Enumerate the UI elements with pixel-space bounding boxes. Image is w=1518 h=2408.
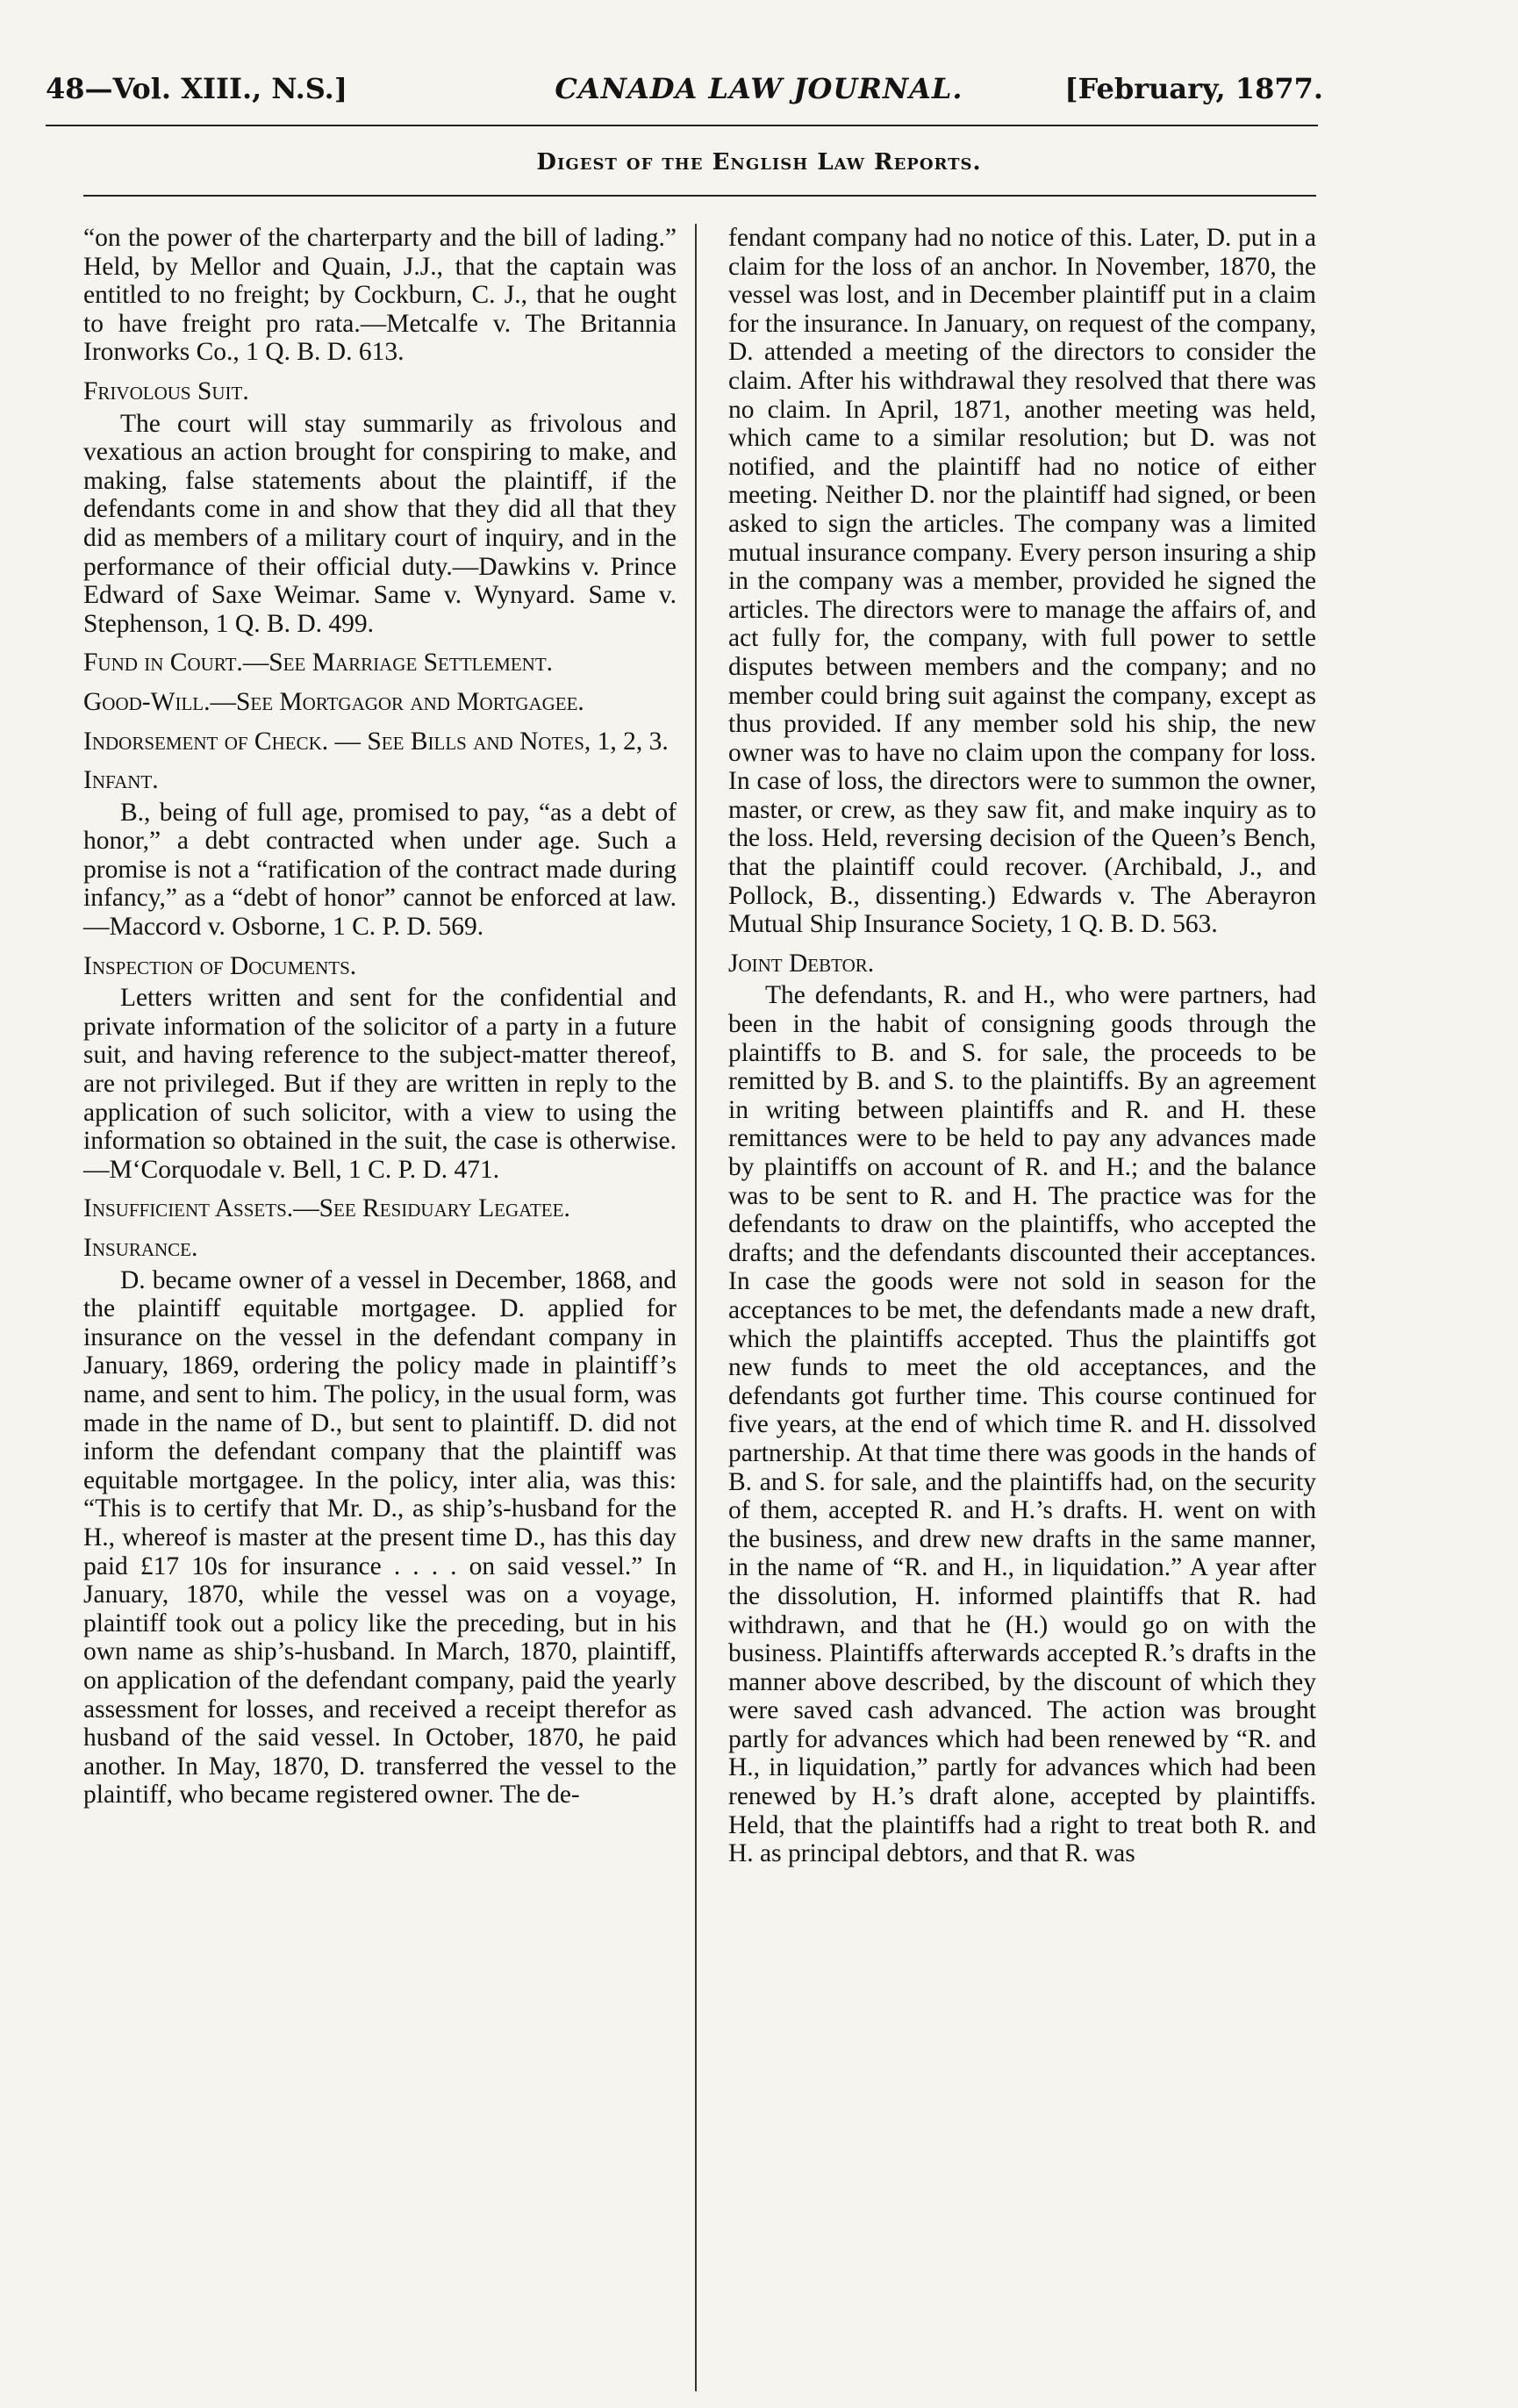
right-column [728,224,1316,1877]
column-divider [695,224,697,2391]
digest-paragraph: D. became owner of a vessel in December, 1868, and the plaintiff equitable mortgagee. D. applied for insurance on the vessel in the defendant company in January, 1869, ordering the policy made in plaintiff’s name, and sent to him. The policy, in the usual form, was made in the name of D., but sent to plaintiff. D. did not inform the defendant company that the plaintiff was equitable mortgagee. In the policy, inter alia, was this: “This is to certify that Mr. D., as ship’s-husband for the H., whereof is master at the present time D., has this day paid £17 10s for insurance . . . . on said vessel.” In January, 1870, while the vessel was on a voyage, plaintiff took out a policy like the preceding, but in his own name as ship’s-husband. In March, 1870, plaintiff, on application of the defendant company, paid the yearly assessment for losses, and received a receipt therefor as husband of the said vessel. In October, 1870, he paid another. In May, 1870, D. transferred the vessel to the plaintiff, who became registered owner. The de- [83,1265,677,1810]
digest-heading: Frivolous Suit. [83,376,249,405]
running-head-volume: 48—Vol. XIII., N.S.] [46,72,347,105]
digest-paragraph: B., being of full age, promised to pay, “as a debt of honor,” a debt contracted when under age. Such a promise is not a “ratification of the contract made during infancy,” as a “debt of honor” cannot be enforced at law.—Maccord v. Osborne, 1 C. P. D. 569. [83,798,677,942]
left-column [83,224,677,1818]
digest-heading: Good-Will.—See Mortgagor and Mortgagee. [83,687,584,716]
header-rule [46,125,1318,126]
digest-paragraph: fendant company had no notice of this. Later, D. put in a claim for the loss of an anchor. In November, 1870, the vessel was lost, and in December plaintiff put in a claim for the insurance. In January, on request of the company, D. attended a meeting of the directors to consider the claim. After his withdrawal they resolved that there was no claim. In April, 1871, another meeting was held, which came to a similar resolution; but D. was not notified, and the plaintiff had no notice of either meeting. Neither D. nor the plaintiff had signed, or been asked to sign the articles. The company was a limited mutual insurance company. Every person insuring a ship in the company was a member, provided he signed the articles. The directors were to manage the affairs of, and act fully for, the company, with full power to settle disputes between members and the company; and no member could bring suit against the company, except as thus provided. If any member sold his ship, the new owner was to have no claim upon the company for loss. In case of loss, the directors were to summon the owner, master, or crew, as they saw fit, and make inquiry as to the loss. Held, reversing decision of the Queen’s Bench, that the plaintiff could recover. (Archibald, J., and Pollock, B., dissenting.) Edwards v. The Aberayron Mutual Ship Insurance Society, 1 Q. B. D. 563. [728,224,1316,939]
digest-paragraph: The court will stay summarily as frivolous and vexatious an action brought for conspiring to make, and making, false statements about the plaintiff, if the defendants come in and show that they did all that they did as members of a military court of inquiry, and in the performance of their official duty.—Dawkins v. Prince Edward of Saxe Weimar. Same v. Wynyard. Same v. Stephenson, 1 Q. B. D. 499. [83,409,677,638]
digest-paragraph: Letters written and sent for the confidential and private information of the solicitor of a party in a future suit, and having reference to the subject-matter thereof, are not privileged. But if they are written in reply to the application of such solicitor, with a view to using the information so obtained in the suit, the case is otherwise.—M‘Corquodale v. Bell, 1 C. P. D. 471. [83,984,677,1184]
digest-heading: Infant. [83,766,159,795]
running-head-title: CANADA LAW JOURNAL. [555,72,963,105]
digest-heading: Fund in Court.—See Marriage Settlement. [83,649,554,677]
digest-paragraph: “on the power of the charterparty and the bill of lading.” Held, by Mellor and Quain, J.J., that the captain was entitled to no freight; by Cockburn, C. J., that he ought to have freight pro rata.—Metcalfe v. The Britannia Ironworks Co., 1 Q. B. D. 613. [83,224,677,367]
section-title: Digest of the English Law Reports. [536,149,982,176]
digest-heading: Indorsement of Check. — See Bills and Notes, 1, 2, 3. [83,727,669,756]
running-head-date: [February, 1877. [1064,72,1323,105]
section-rule [83,195,1316,197]
digest-heading: Insufficient Assets.—See Residuary Legatee. [83,1194,570,1223]
digest-heading: Joint Debtor. [728,949,875,978]
digest-paragraph: The defendants, R. and H., who were partners, had been in the habit of consigning goods through the plaintiffs to B. and S. for sale, the proceeds to be remitted by B. and S. to the plaintiffs. By an agreement in writing between plaintiffs and R. and H. these remittances were to be held to pay any advances made by plaintiffs on account of R. and H.; and the balance was to be sent to R. and H. The practice was for the defendants to draw on the plaintiffs, who accepted the drafts; and the defendants discounted their acceptances. In case the goods were not sold in season for the acceptances to be met, the defendants made a new draft, which the plaintiffs accepted. Thus the plaintiffs got new funds to meet the old acceptances, and the defendants got further time. This course continued for five years, at the end of which time R. and H. dissolved partnership. At that time there was goods in the hands of B. and S. for sale, and the plaintiffs had, on the security of them, accepted R. and H.’s drafts. H. went on with the business, and drew new drafts in the same manner, in the name of “R. and H., in liquidation.” A year after the dissolution, H. informed plaintiffs that R. had withdrawn, and that he (H.) would go on with the business. Plaintiffs afterwards accepted R.’s drafts in the manner above described, by the discount of which they were saved cash advanced. The action was brought partly for advances which had been renewed by “R. and H., in liquidation,” partly for advances which had been renewed by H.’s draft alone, accepted by plaintiffs. Held, that the plaintiffs had a right to treat both R. and H. as principal debtors, and that R. was [728,981,1316,1868]
digest-heading: Insurance. [83,1234,198,1262]
digest-heading: Inspection of Documents. [83,951,357,980]
